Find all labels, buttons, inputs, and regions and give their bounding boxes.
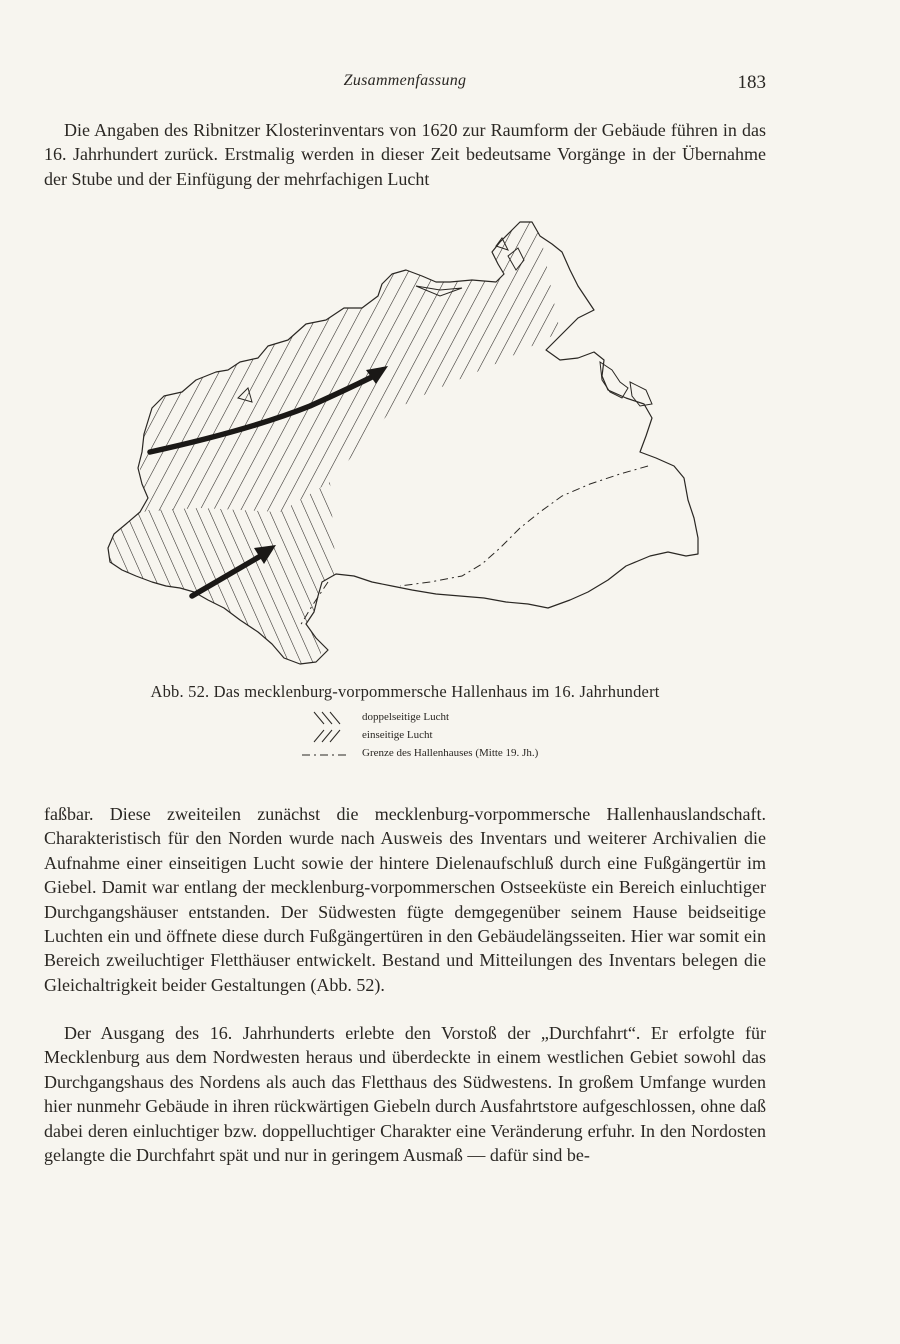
legend-label: einseitige Lucht — [362, 729, 433, 741]
slash-hatch-icon — [300, 728, 356, 744]
page-number: 183 — [737, 72, 766, 93]
legend-item-boundary — [300, 746, 660, 764]
backslash-hatch-icon — [300, 710, 356, 726]
legend-item-single-lucht — [300, 728, 660, 746]
legend-label: doppelseitige Lucht — [362, 711, 450, 723]
dash-dot-line-icon — [300, 746, 356, 762]
map-legend — [300, 710, 660, 764]
paragraph-top: Die Angaben des Ribnitzer Klosterinventars von 1620 zur Raumform der Gebäude führen in das 16. Jahrhundert zurück. Erstmalig werden in dieser Zeit bedeutsame Vorgänge in der Übernahme der Stube und der Einfügung der mehrfachigen Lucht — [44, 120, 766, 189]
map-figure — [100, 212, 720, 674]
running-head — [44, 72, 766, 96]
boundary-19th-century — [300, 466, 648, 626]
figure-caption: Abb. 52. Das mecklenburg-vorpommersche Hallenhaus im 16. Jahrhundert — [150, 682, 660, 701]
legend-label: Grenze des Hallenhauses (Mitte 19. Jh.) — [362, 747, 539, 759]
paragraph-bottom-2: Der Ausgang des 16. Jahrhunderts erlebte den Vorstoß der „Durchfahrt“. Er erfolgte für Mecklenburg aus dem Nordwesten heraus und überdeckte in einem westlichen Gebiet sowohl das Durchgangshaus des Nordens als auch das Fletthaus des Südwestens. In großem Umfange wurden hier nunmehr Gebäude in ihren rückwärtigen Giebeln durch Ausfahrtstore aufgeschlossen, ohne daß dabei deren einluchtiger bzw. doppelluchtiger Charakter eine Veränderung erfuhr. In den Nordosten gelangte die Durchfahrt spät und nur in geringem Ausmaß — dafür sind be- — [44, 1023, 766, 1166]
running-title: Zusammenfassung — [343, 72, 467, 89]
legend-item-double-lucht — [300, 710, 660, 728]
region-double-lucht — [100, 508, 336, 672]
region-single-lucht — [140, 212, 560, 512]
paragraph-bottom-1: faßbar. Diese zweiteilen zunächst die mecklenburg-vorpommersche Hallenhauslandschaft. Charakteristisch für den Norden wurde nach Ausweis des Inventars und weiterer Archivalien die Aufnahme einer einseitigen Lucht sowie der hintere Dielenaufschluß durch eine Fußgängertür im Giebel. Damit war entlang der mecklenburg-vorpommerschen Ostseeküste ein Bereich einluchtiger Durchgangshäuser entstanden. Der Südwesten fügte demgegenüber seinem Hause beidseitige Luchten ein und öffnete diese durch Fußgängertüren in den Gebäudelängsseiten. Hier war somit ein Bereich zweiluchtiger Fletthäuser entwickelt. Bestand und Mitteilungen des Inventars belegen die Gleichaltrigkeit beider Gestaltungen (Abb. 52). — [44, 804, 766, 995]
